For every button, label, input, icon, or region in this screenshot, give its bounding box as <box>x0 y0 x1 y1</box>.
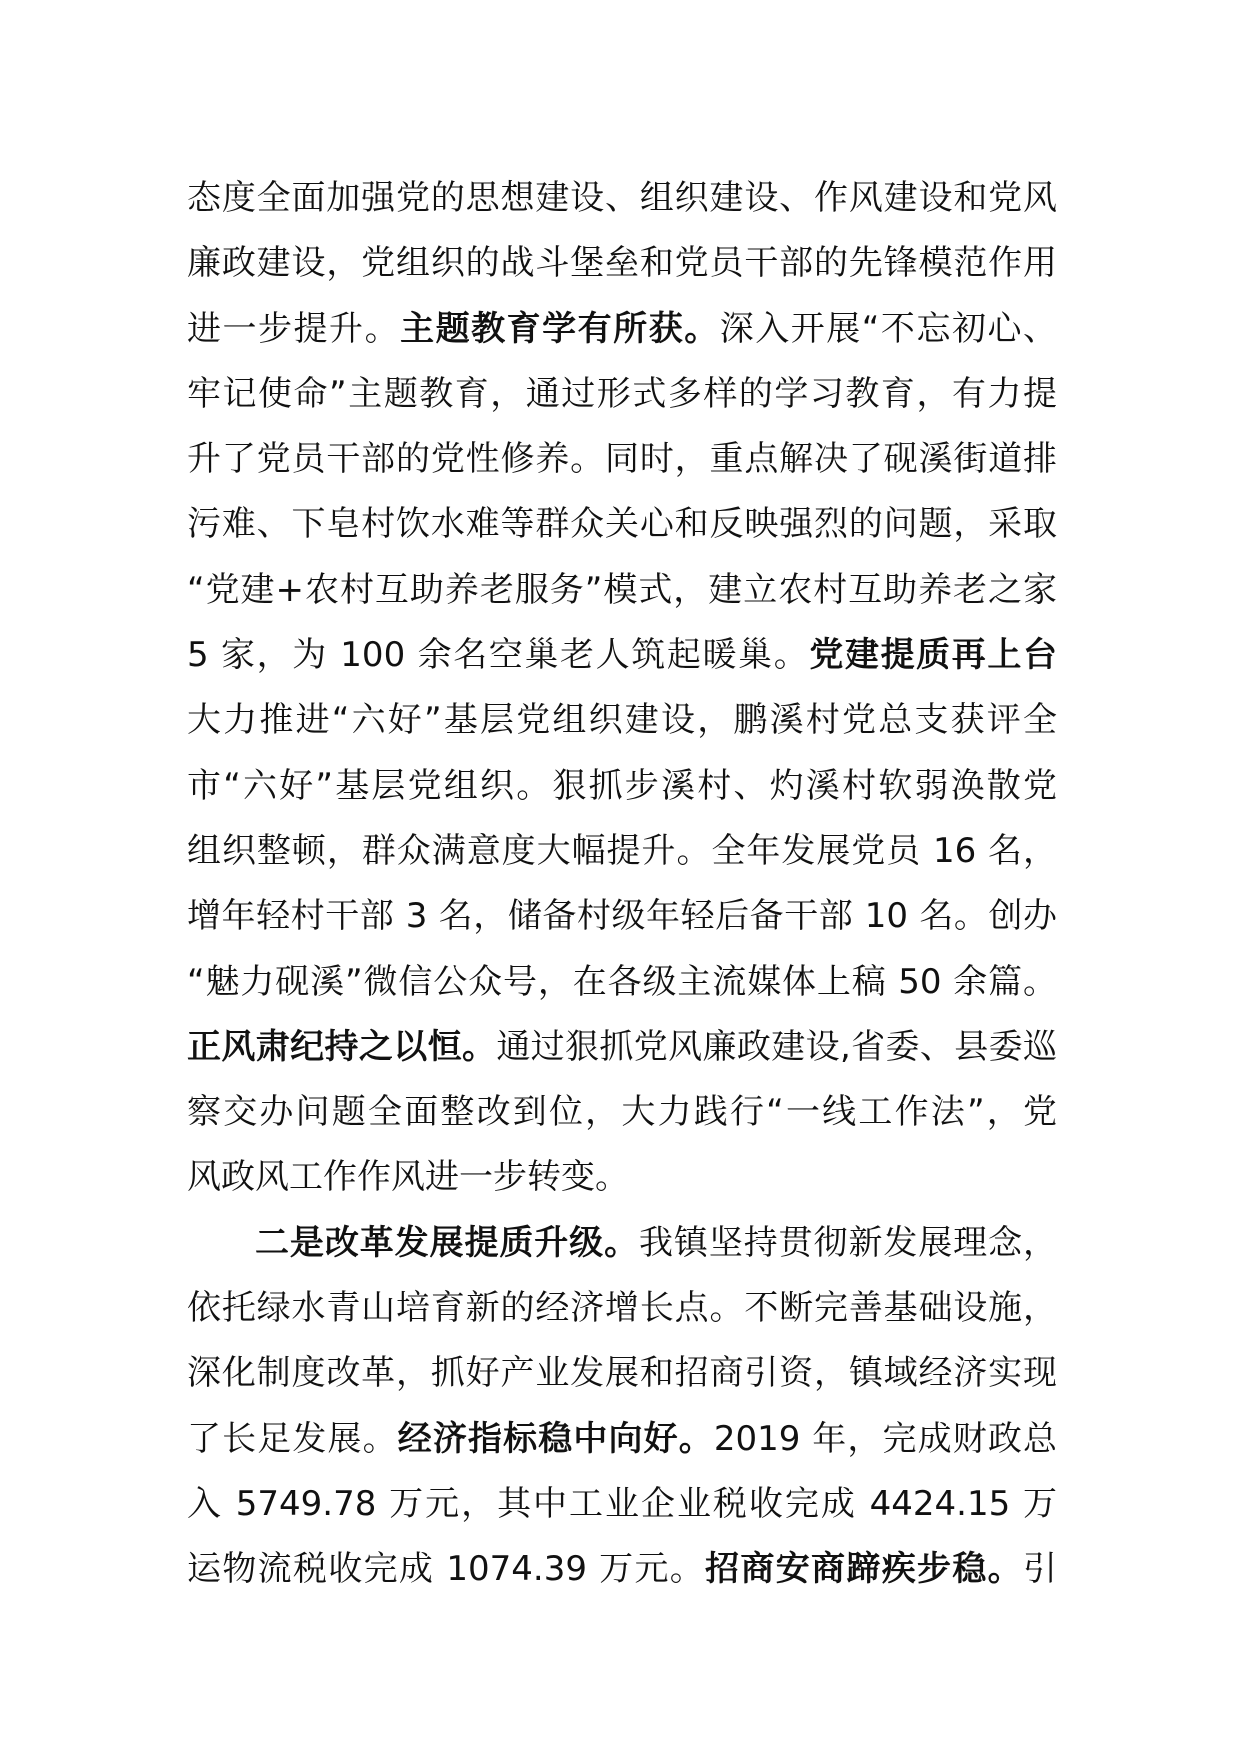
text-run: 市“六好”基层党组织。狠抓步溪村、灼溪村软弱涣散党 <box>187 765 1057 806</box>
text-line <box>187 688 1057 753</box>
body-text <box>187 166 1057 1603</box>
bold-heading-phrase: 主题教育学有所获。 <box>400 308 720 349</box>
bold-heading-phrase: 正风肃纪持之以恒。 <box>187 1026 497 1067</box>
text-line <box>187 1145 1057 1210</box>
text-line <box>187 1276 1057 1341</box>
text-line <box>187 1080 1057 1145</box>
text-line <box>187 1211 1057 1276</box>
text-line <box>187 754 1057 819</box>
text-run: 我镇坚持贯彻新发展理念， <box>639 1222 1057 1263</box>
text-run: 进一步提升。 <box>187 308 401 349</box>
text-run: 了长足发展。 <box>187 1418 398 1459</box>
text-run: 增年轻村干部 3 名，储备村级年轻后备干部 10 名。创办 <box>187 896 1057 937</box>
text-run: 5 家，为 100 余名空巢老人筑起暖巢。 <box>187 635 810 676</box>
text-run: 牢记使命”主题教育，通过形式多样的学习教育，有力提 <box>187 373 1057 414</box>
text-run: 深化制度改革，抓好产业发展和招商引资，镇域经济实现 <box>187 1353 1057 1394</box>
text-run: 升了党员干部的党性修养。同时，重点解决了砚溪街道排 <box>187 439 1057 480</box>
text-line <box>187 819 1057 884</box>
text-line <box>187 950 1057 1015</box>
text-line <box>187 558 1057 623</box>
text-line <box>187 1472 1057 1537</box>
text-run: 引 <box>1023 1549 1057 1590</box>
text-run: 态度全面加强党的思想建设、组织建设、作风建设和党风 <box>187 178 1057 218</box>
text-line <box>187 362 1057 427</box>
text-run: 深入开展“不忘初心、 <box>719 308 1057 349</box>
text-run: 入 5749.78 万元，其中工业企业税收完成 4424.15 万 <box>187 1483 1057 1524</box>
text-line <box>187 1537 1057 1602</box>
bold-heading-phrase: 党建提质再上台 <box>809 635 1057 676</box>
text-line <box>187 884 1057 949</box>
text-line <box>187 492 1057 557</box>
text-line <box>187 166 1057 231</box>
bold-heading-phrase: 招商安商蹄疾步稳。 <box>705 1549 1023 1590</box>
text-run: 察交办问题全面整改到位，大力践行“一线工作法”，党 <box>187 1092 1057 1133</box>
text-line <box>187 427 1057 492</box>
text-run: “魅力砚溪”微信公众号，在各级主流媒体上稿 50 余篇。 <box>187 961 1057 1002</box>
text-run: 通过狠抓党风廉政建设,省委、县委巡 <box>496 1026 1057 1067</box>
text-run: 廉政建设，党组织的战斗堡垒和党员干部的先锋模范作用 <box>187 243 1057 284</box>
text-run: 大力推进“六好”基层党组织建设，鹏溪村党总支获评全 <box>187 700 1057 741</box>
text-run: 2019 年，完成财政总 <box>713 1418 1057 1459</box>
text-line <box>187 297 1057 362</box>
text-run: 组织整顿，群众满意度大幅提升。全年发展党员 16 名， <box>187 830 1057 871</box>
text-line <box>187 231 1057 296</box>
bold-heading-phrase: 二是改革发展提质升级。 <box>255 1222 639 1263</box>
text-run: 污难、下皂村饮水难等群众关心和反映强烈的问题，采取 <box>187 504 1057 545</box>
text-run: 依托绿水青山培育新的经济增长点。不断完善基础设施， <box>187 1288 1057 1329</box>
text-line <box>187 1407 1057 1472</box>
bold-heading-phrase: 经济指标稳中向好。 <box>397 1418 714 1459</box>
text-line <box>187 623 1057 688</box>
text-line <box>187 1015 1057 1080</box>
text-run: “党建+农村互助养老服务”模式，建立农村互助养老之家 <box>187 569 1057 610</box>
text-run: 风政风工作作风进一步转变。 <box>187 1157 629 1198</box>
text-run: 运物流税收完成 1074.39 万元。 <box>187 1549 706 1590</box>
text-line <box>187 1341 1057 1406</box>
